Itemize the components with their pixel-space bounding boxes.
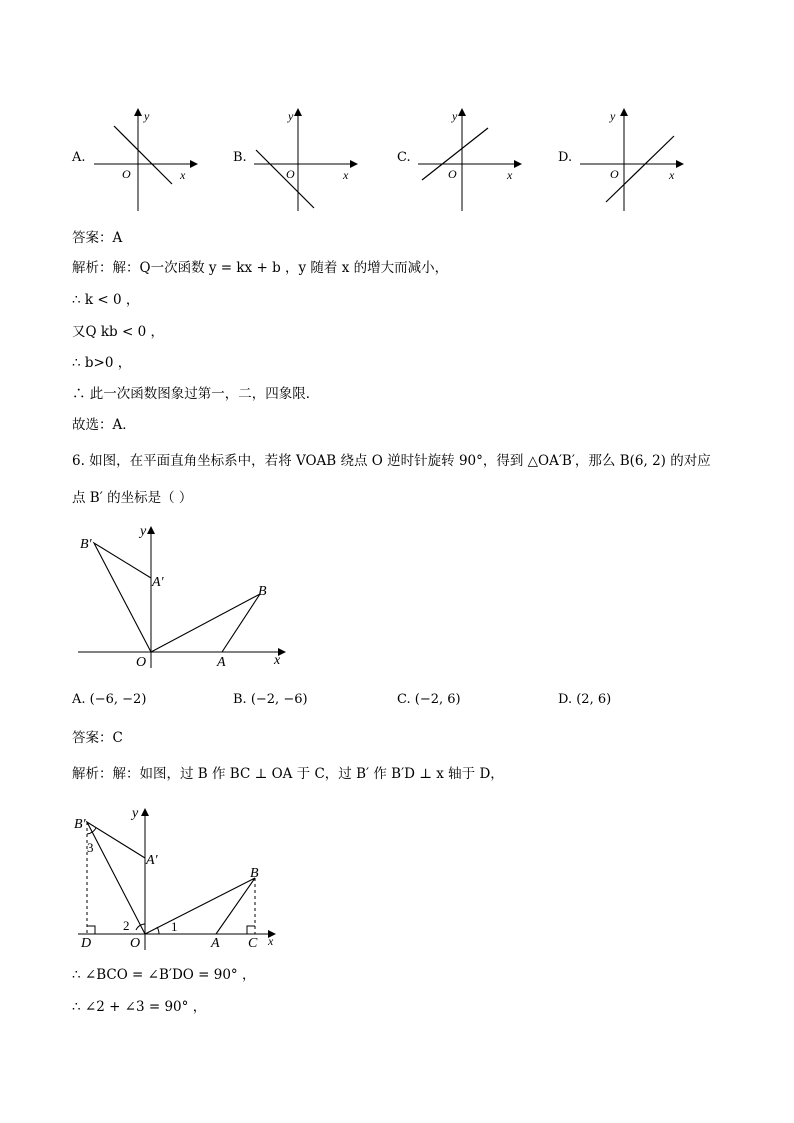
triangle-oab-rotated xyxy=(87,822,145,934)
q6-analysis: 解析：解：如图，过 B 作 BC ⊥ OA 于 C，过 B′ 作 B′D ⊥ x 轴于 D， xyxy=(72,766,504,782)
axis-y-label: y xyxy=(144,109,150,123)
origin-label: O xyxy=(448,167,457,181)
q5-analysis-line-4: ∴ b>0 ， xyxy=(72,355,132,371)
label-b-prime: B′ xyxy=(74,817,86,832)
label-d: D xyxy=(81,936,92,951)
option-d-label: D. xyxy=(558,150,573,165)
q6-option-c: C. (−2, 6) xyxy=(397,692,461,707)
q6-option-a: A. (−6, −2) xyxy=(72,692,147,707)
q6-figure-2 xyxy=(72,800,292,955)
label-o: O xyxy=(130,936,141,951)
q6-stem-line-1: 6. 如图，在平面直角坐标系中，若将 VOAB 绕点 O 逆时针旋转 90°，得到 △OA′B′，那么 B(6, 2) 的对应 xyxy=(72,453,711,469)
q6-figure-1 xyxy=(72,518,292,673)
label-angle-1: 1 xyxy=(171,919,178,934)
label-y: y xyxy=(140,524,147,539)
label-a: A xyxy=(211,936,220,951)
option-a-graph xyxy=(92,106,198,216)
q6-step-2: ∴ ∠2 + ∠3 = 90° ， xyxy=(72,999,207,1015)
option-c-label: C. xyxy=(397,150,411,165)
triangle-oab xyxy=(145,878,255,934)
axis-x-label: x xyxy=(343,168,349,182)
label-y: y xyxy=(132,806,139,821)
right-angle-c xyxy=(247,926,255,934)
option-c-graph xyxy=(416,106,522,216)
axis-y-label: y xyxy=(288,109,294,123)
label-b: B xyxy=(258,584,267,599)
origin-label: O xyxy=(286,167,295,181)
label-a-prime: A′ xyxy=(146,853,158,868)
axis-y-label: y xyxy=(452,109,458,123)
label-x: x xyxy=(268,934,274,948)
q6-step-1: ∴ ∠BCO = ∠B′DO = 90° ， xyxy=(72,967,256,983)
right-angle-d xyxy=(87,926,95,934)
origin-label: O xyxy=(122,167,131,181)
option-d-graph xyxy=(578,106,684,216)
triangle-oab-rotated xyxy=(94,543,151,652)
option-b-graph xyxy=(252,106,358,216)
axis-y-label: y xyxy=(610,109,616,123)
label-angle-2: 2 xyxy=(123,918,130,933)
label-b-prime: B′ xyxy=(80,537,92,552)
option-b-label: B. xyxy=(233,150,247,165)
axis-x-label: x xyxy=(669,168,675,182)
q6-stem-line-2: 点 B′ 的坐标是（ ） xyxy=(72,490,193,506)
label-c: C xyxy=(248,936,258,951)
q5-analysis-line-2: ∴ k < 0 ， xyxy=(72,292,140,308)
origin-label: O xyxy=(610,167,619,181)
label-a: A xyxy=(217,655,226,670)
label-angle-3: 3 xyxy=(87,840,94,855)
option-b-line xyxy=(256,150,314,208)
angle-1-arc xyxy=(157,927,159,934)
option-a-label: A. xyxy=(72,150,86,165)
q6-option-d: D. (2, 6) xyxy=(558,692,612,707)
q5-analysis-line-3: 又Q kb < 0 ， xyxy=(72,324,164,340)
triangle-oab xyxy=(151,594,260,652)
label-a-prime: A′ xyxy=(152,575,164,590)
q5-analysis-line-6: 故选：A． xyxy=(72,417,136,433)
q6-option-b: B. (−2, −6) xyxy=(233,692,308,707)
q5-answer: 答案：A xyxy=(72,230,123,246)
q6-answer: 答案：C xyxy=(72,730,123,746)
q5-analysis-line-1: 解析：解：Q一次函数 y = kx + b ，y 随着 x 的增大而减小， xyxy=(72,260,449,276)
label-o: O xyxy=(136,655,147,670)
axis-x-label: x xyxy=(507,168,513,182)
axis-x-label: x xyxy=(180,168,186,182)
label-b: B xyxy=(250,866,259,881)
q5-analysis-line-5: ∴ 此一次函数图象过第一，二，四象限． xyxy=(72,386,320,402)
angle-2-arc xyxy=(136,924,145,930)
label-x: x xyxy=(274,653,281,668)
